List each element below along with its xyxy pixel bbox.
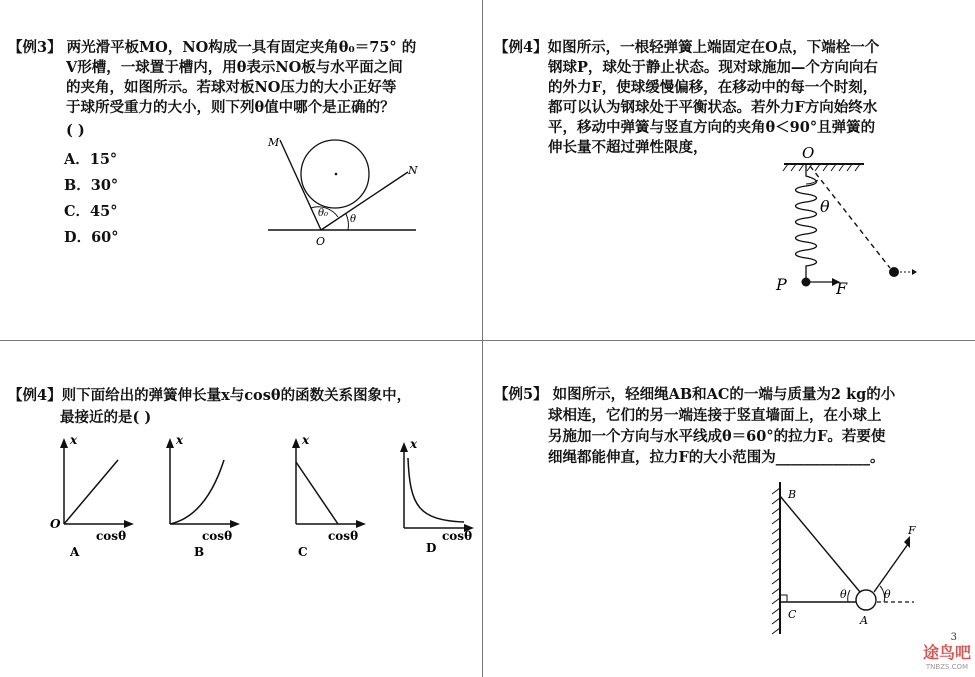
axis-h-label: cosθ (202, 529, 233, 543)
example-5-panel (482, 340, 975, 677)
ex4a-line-2: 钢球P，球处于静止状态。现对球施加—个方向向右 (548, 59, 878, 76)
ex4a-line-6: 伸长量不超过弹性限度， (548, 139, 708, 156)
axis-x-label: x (302, 433, 310, 447)
ex5-label-f: F (908, 524, 916, 537)
ex4a-label-o: O (802, 144, 815, 162)
ex3-label-n: N (408, 164, 418, 177)
ex5-line-1: 【例5】 如图所示，轻细绳AB和AC的一端与质量为2 kg的小 (494, 386, 896, 403)
ex4a-line-1: 【例4】如图所示，一根轻弹簧上端固定在O点，下端栓一个 (494, 39, 880, 56)
ex5-line-3: 另施加一个方向与水平线成θ＝60°的拉力F。若要使 (548, 428, 886, 445)
axis-origin-label: O (50, 517, 61, 531)
ex4a-line-3: 的外力F，使球缓慢偏移，在移动中的每一个时刻， (548, 79, 878, 96)
ex4b-graph-c (276, 432, 366, 562)
ex5-label-b: B (788, 488, 797, 501)
page-number: 3 (950, 632, 957, 643)
ex3-line-3: 的夹角，如图所示。若球对板NO压力的大小正好等 (66, 79, 397, 96)
ex3-option-b: B．30° (64, 177, 119, 194)
site-watermark (923, 640, 971, 671)
ex5-label-c: C (788, 608, 797, 621)
watermark-brand: 途鸟吧 (922, 643, 971, 662)
example-4-graphs-panel (0, 340, 482, 677)
ex4a-line-4: 都可以认为钢球处于平衡状态。若外力F方向始终水 (548, 99, 878, 116)
ex5-line-2: 球相连，它们的另一端连接于竖直墙面上，在小球上 (548, 407, 882, 424)
ex3-label-o: O (316, 235, 326, 248)
ex4b-graph-d (384, 436, 476, 566)
axis-x-label: x (70, 433, 78, 447)
graph-b-label: B (194, 545, 205, 559)
ex5-line-4: 细绳都能伸直，拉力F的大小范围为_____________。 (548, 449, 885, 466)
ex3-option-d: D．60° (64, 229, 119, 246)
graph-a-label: A (70, 545, 80, 559)
ex3-label-m: M (268, 136, 280, 149)
ex4-spring-figure (772, 140, 952, 310)
example-4-spring-panel (482, 0, 975, 340)
graph-c-label: C (298, 545, 308, 559)
ex3-label-theta: θ (350, 214, 357, 225)
ex5-label-theta-left: θ (840, 588, 847, 601)
ex3-answer-paren: ( ) (66, 122, 85, 139)
example-3-panel (0, 0, 482, 340)
watermark-site: TNBZS.COM (925, 663, 969, 671)
ex3-label-theta0: θ₀ (318, 208, 329, 219)
axis-x-label: x (176, 433, 184, 447)
ex3-option-a: A．15° (64, 151, 118, 168)
ex4a-label-theta: θ (820, 197, 830, 216)
axis-h-label: cosθ (442, 529, 473, 543)
axis-h-label: cosθ (328, 529, 359, 543)
ex4b-line-2: 最接近的是( ) (60, 409, 152, 426)
ex4b-graph-a (44, 432, 134, 562)
ex3-line-1: 【例3】 两光滑平板MO，NO构成一具有固定夹角θ₀＝75° 的 (8, 39, 417, 56)
ex3-option-c: C．45° (64, 203, 118, 220)
ex5-label-a: A (860, 614, 868, 627)
ex5-rope-figure (758, 478, 958, 648)
ex4a-label-p: P (776, 275, 787, 294)
ex4b-graph-b (150, 432, 240, 562)
ex5-label-theta-right: θ (884, 588, 891, 601)
ex4a-line-5: 平，移动中弹簧与竖直方向的夹角θ＜90°且弹簧的 (548, 119, 876, 136)
graph-d-label: D (426, 541, 437, 555)
ex3-line-2: V形槽，一球置于槽内，用θ表示NO板与水平面之间 (66, 59, 403, 76)
ex3-line-4: 于球所受重力的大小，则下列θ值中哪个是正确的？ (66, 99, 395, 116)
ex3-v-groove-figure (258, 122, 438, 252)
axis-h-label: cosθ (96, 529, 127, 543)
ex4b-line-1: 【例4】则下面给出的弹簧伸长量x与cosθ的函数关系图象中， (8, 387, 412, 404)
ex4a-label-f: F (836, 279, 848, 298)
axis-x-label: x (410, 437, 418, 451)
